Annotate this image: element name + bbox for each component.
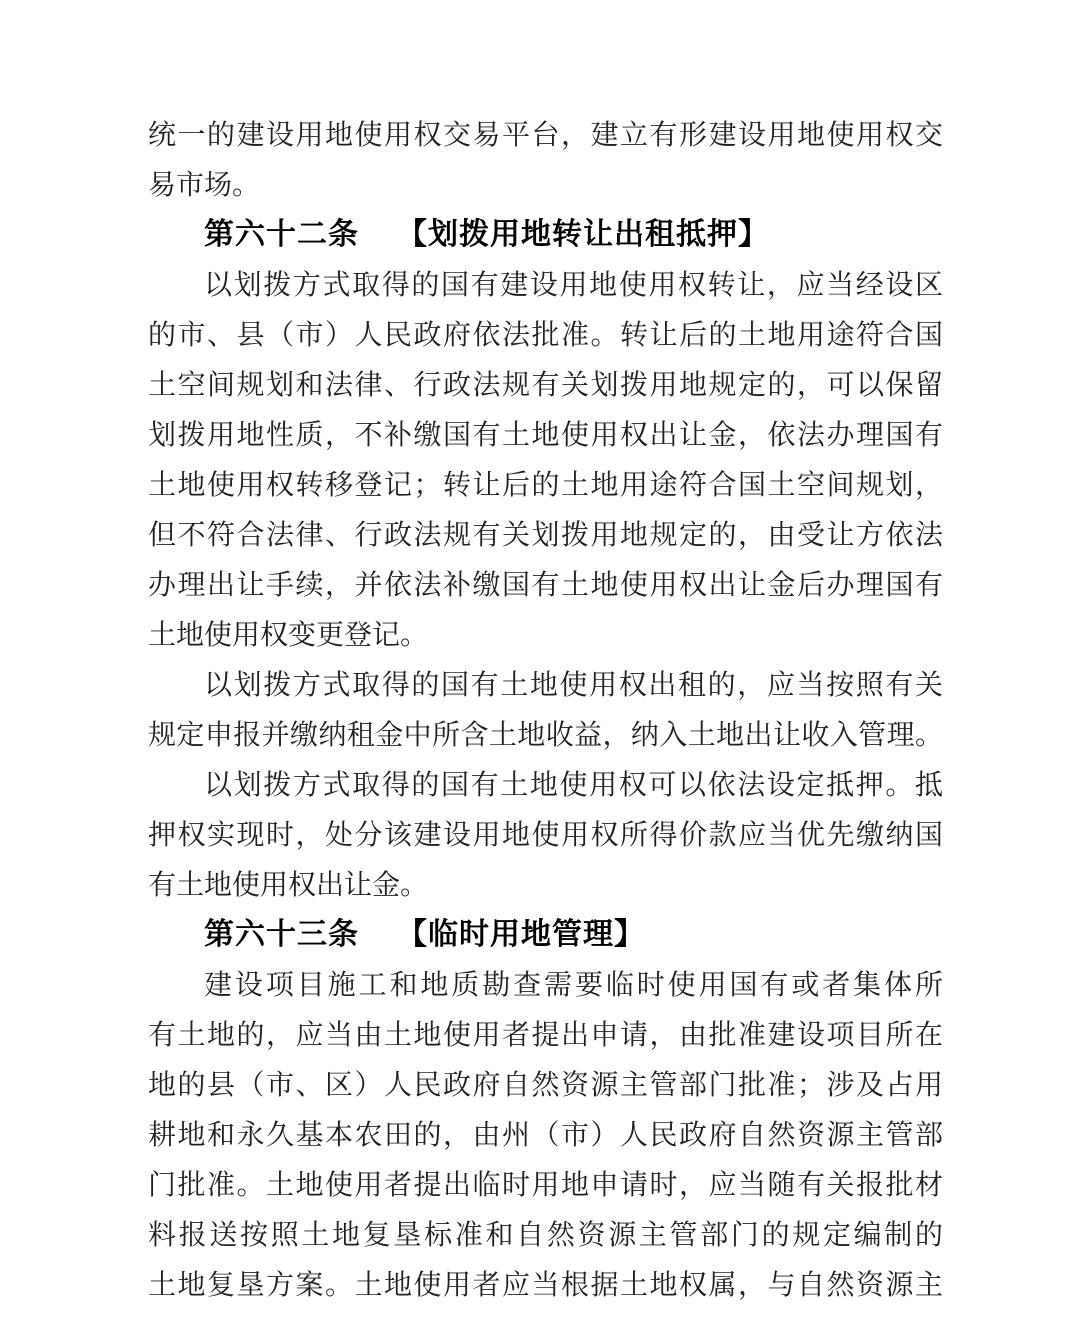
document-text-block <box>148 110 943 1310</box>
text-line: 以划拨方式取得的国有土地使用权可以依法设定抵押。抵 <box>204 768 943 801</box>
text-line: 有土地的，应当由土地使用者提出申请，由批准建设项目所在 <box>148 1018 943 1051</box>
text-line: 土地复垦方案。土地使用者应当根据土地权属，与自然资源主 <box>148 1268 943 1301</box>
text-line: 土空间规划和法律、行政法规有关划拨用地规定的，可以保留 <box>148 368 943 401</box>
text-line: 料报送按照土地复垦标准和自然资源主管部门的规定编制的 <box>148 1218 943 1251</box>
text-line: 地的县（市、区）人民政府自然资源主管部门批准；涉及占用 <box>148 1068 943 1101</box>
text-line: 土地使用权转移登记；转让后的土地用途符合国土空间规划， <box>148 468 943 501</box>
text-line: 土地使用权变更登记。 <box>148 618 429 651</box>
text-line: 但不符合法律、行政法规有关划拨用地规定的，由受让方依法 <box>148 518 943 551</box>
text-line: 耕地和永久基本农田的，由州（市）人民政府自然资源主管部 <box>148 1118 943 1151</box>
text-line: 以划拨方式取得的国有土地使用权出租的，应当按照有关 <box>204 668 943 701</box>
text-line: 门批准。土地使用者提出临时用地申请时，应当随有关报批材 <box>148 1168 943 1201</box>
article-title: 【划拨用地转让出租抵押】 <box>397 217 769 252</box>
text-line: 有土地使用权出让金。 <box>148 868 429 901</box>
text-line: 易市场。 <box>148 168 261 201</box>
article-number: 第六十三条 <box>204 917 359 952</box>
text-line: 办理出让手续，并依法补缴国有土地使用权出让金后办理国有 <box>148 568 943 601</box>
text-line: 划拨用地性质，不补缴国有土地使用权出让金，依法办理国有 <box>148 418 943 451</box>
text-line: 规定申报并缴纳租金中所含土地收益，纳入土地出让收入管理。 <box>148 718 943 751</box>
article-title: 【临时用地管理】 <box>397 917 645 952</box>
article-63-heading <box>148 910 943 960</box>
text-line: 的市、县（市）人民政府依法批准。转让后的土地用途符合国 <box>148 318 943 351</box>
text-line: 押权实现时，处分该建设用地使用权所得价款应当优先缴纳国 <box>148 818 943 851</box>
text-line: 建设项目施工和地质勘查需要临时使用国有或者集体所 <box>204 968 943 1001</box>
article-number: 第六十二条 <box>204 217 359 252</box>
text-line: 统一的建设用地使用权交易平台，建立有形建设用地使用权交 <box>148 118 943 151</box>
text-line: 以划拨方式取得的国有建设用地使用权转让，应当经设区 <box>204 268 943 301</box>
article-62-heading <box>148 210 943 260</box>
